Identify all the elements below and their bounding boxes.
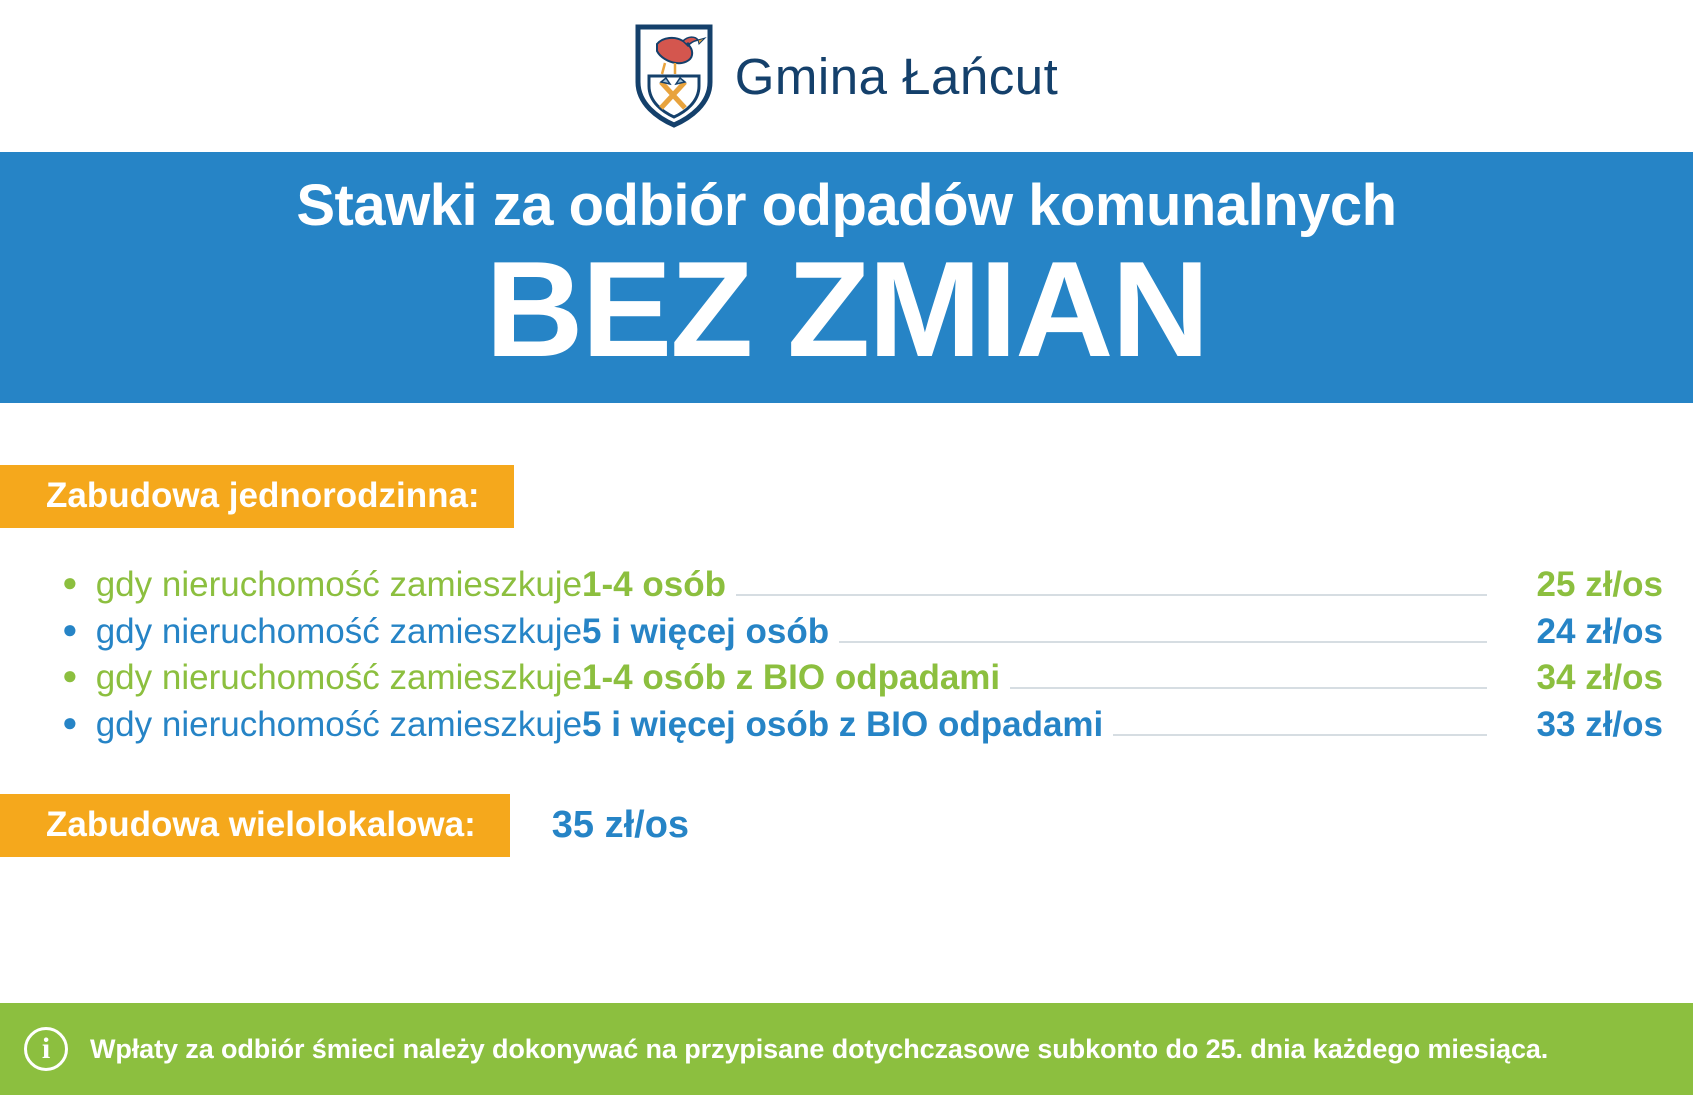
banner-headline: BEZ ZMIAN bbox=[485, 232, 1208, 385]
leader-line bbox=[1113, 734, 1487, 736]
leader-line bbox=[736, 594, 1487, 596]
label-zabudowa-wielolokalowa: Zabudowa wielolokalowa: bbox=[0, 794, 510, 857]
rate-list bbox=[0, 562, 1693, 748]
rate-qualifier: 1-4 osób z BIO odpadami bbox=[582, 658, 1001, 698]
list-item bbox=[62, 655, 1663, 702]
rate-description: gdy nieruchomość zamieszkuje bbox=[95, 704, 583, 744]
rate-qualifier: 5 i więcej osób z BIO odpadami bbox=[582, 704, 1104, 744]
multi-unit-price: 35 zł/os bbox=[551, 804, 690, 847]
section-single-family bbox=[0, 465, 1693, 748]
rate-description: gdy nieruchomość zamieszkuje bbox=[95, 564, 583, 604]
bullet-icon: ● bbox=[62, 566, 78, 597]
list-item bbox=[62, 562, 1663, 609]
bullet-icon: ● bbox=[62, 706, 78, 737]
list-item bbox=[62, 702, 1663, 749]
rate-description: gdy nieruchomość zamieszkuje bbox=[95, 658, 583, 698]
rate-price: 24 zł/os bbox=[1536, 611, 1663, 651]
footer-text: Wpłaty za odbiór śmieci należy dokonywać na przypisane dotychczasowe subkonto do 25. dnia każdego miesiąca. bbox=[90, 1033, 1549, 1064]
page-title: Gmina Łańcut bbox=[734, 47, 1059, 105]
content bbox=[0, 403, 1693, 1003]
rate-description: gdy nieruchomość zamieszkuje bbox=[95, 611, 583, 651]
rate-price: 33 zł/os bbox=[1536, 704, 1663, 744]
header bbox=[0, 0, 1693, 152]
rate-qualifier: 5 i więcej osób bbox=[582, 611, 830, 651]
section-multi-unit bbox=[0, 794, 1693, 857]
info-icon: i bbox=[24, 1027, 68, 1071]
rate-price: 25 zł/os bbox=[1536, 564, 1663, 604]
label-zabudowa-jednorodzinna: Zabudowa jednorodzinna: bbox=[0, 465, 514, 528]
bullet-icon: ● bbox=[62, 613, 78, 644]
coat-of-arms-icon bbox=[635, 24, 713, 128]
banner-subtitle: Stawki za odbiór odpadów komunalnych bbox=[296, 173, 1397, 238]
bullet-icon: ● bbox=[62, 660, 78, 691]
footer-note bbox=[0, 1003, 1693, 1095]
banner bbox=[0, 152, 1693, 403]
leader-line bbox=[839, 641, 1487, 643]
leader-line bbox=[1010, 687, 1487, 689]
rate-price: 34 zł/os bbox=[1536, 658, 1663, 698]
rate-qualifier: 1-4 osób bbox=[582, 564, 726, 604]
list-item bbox=[62, 609, 1663, 656]
